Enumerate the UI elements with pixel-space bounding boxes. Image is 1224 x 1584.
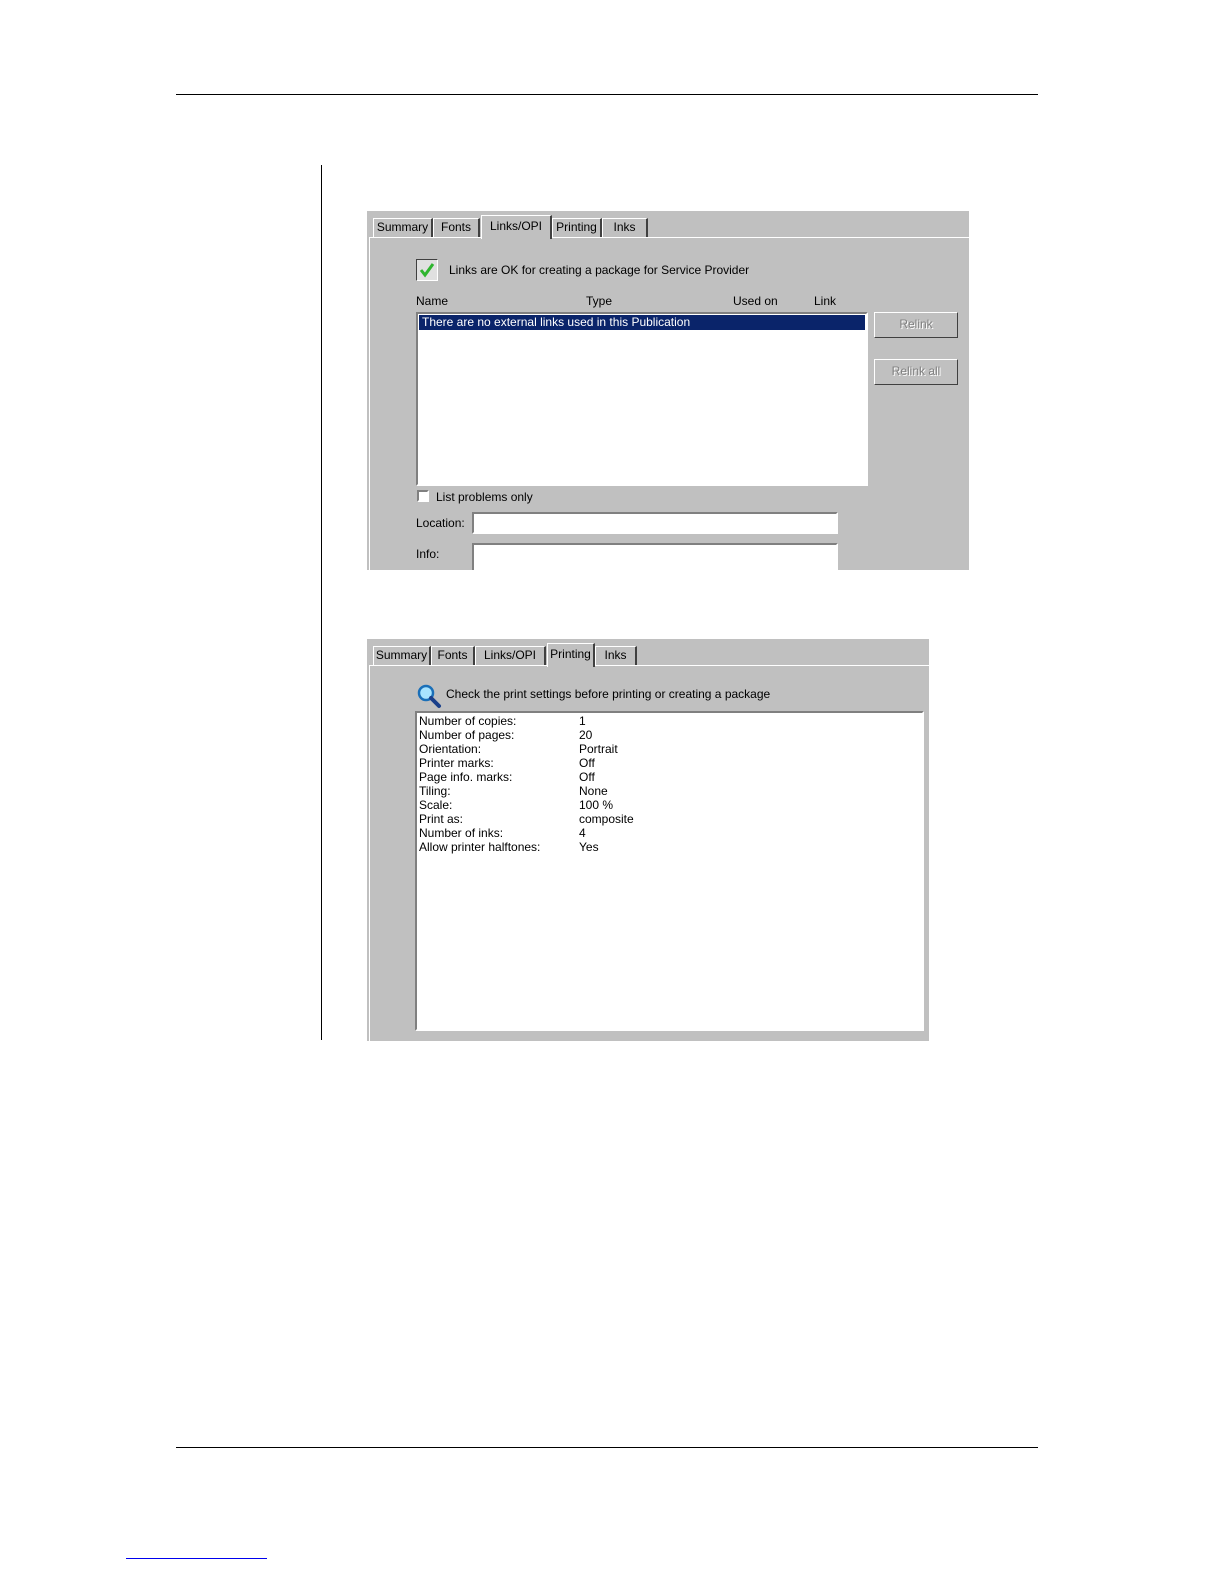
location-field[interactable] (472, 512, 838, 534)
printing-status-message: Check the print settings before printing or creating a package (446, 687, 771, 701)
printing-dialog (367, 639, 929, 1041)
tab-printing[interactable]: Printing (547, 643, 595, 667)
links-opi-dialog (367, 211, 969, 570)
links-list[interactable] (416, 312, 868, 486)
tab-fonts[interactable]: Fonts (431, 646, 475, 665)
tab-inks[interactable]: Inks (595, 646, 637, 665)
tab-inks[interactable]: Inks (602, 218, 648, 237)
column-header-link[interactable]: Link (814, 294, 837, 308)
list-problems-label: List problems only (436, 490, 533, 504)
tab-summary[interactable]: Summary (373, 218, 433, 237)
links-status-message: Links are OK for creating a package for Service Provider (449, 263, 750, 277)
tab-printing[interactable]: Printing (552, 218, 602, 237)
info-label: Info: (416, 547, 440, 561)
relink-button[interactable]: Relink (874, 312, 958, 338)
relink-all-button[interactable]: Relink all (874, 359, 958, 385)
green-check-icon (416, 259, 438, 281)
list-item[interactable]: There are no external links used in this Publication (419, 315, 865, 330)
magnifier-icon (416, 683, 442, 709)
tab-links-opi[interactable]: Links/OPI (475, 646, 546, 665)
column-header-used-on[interactable]: Used on (733, 294, 778, 308)
list-problems-checkbox[interactable] (417, 490, 429, 502)
tab-links-opi[interactable]: Links/OPI (481, 215, 552, 239)
margin-bar (321, 165, 322, 1040)
tab-fonts[interactable]: Fonts (433, 218, 480, 237)
footer-link-underline[interactable] (126, 1558, 267, 1559)
header-rule (176, 94, 1038, 95)
print-settings-list: Number of copies: 1 Number of pages: 20 Orientation: Portrait Printer marks: Off Page info. marks: Off Tiling: None Scale: 100 % Print as: composite Number of inks: 4 Allow printer halftones: Yes (415, 711, 924, 1031)
column-header-name[interactable]: Name (416, 294, 449, 308)
info-field[interactable] (472, 543, 838, 570)
footer-rule (176, 1447, 1038, 1448)
column-header-type[interactable]: Type (586, 294, 613, 308)
tab-summary[interactable]: Summary (373, 646, 431, 665)
location-label: Location: (416, 516, 465, 530)
